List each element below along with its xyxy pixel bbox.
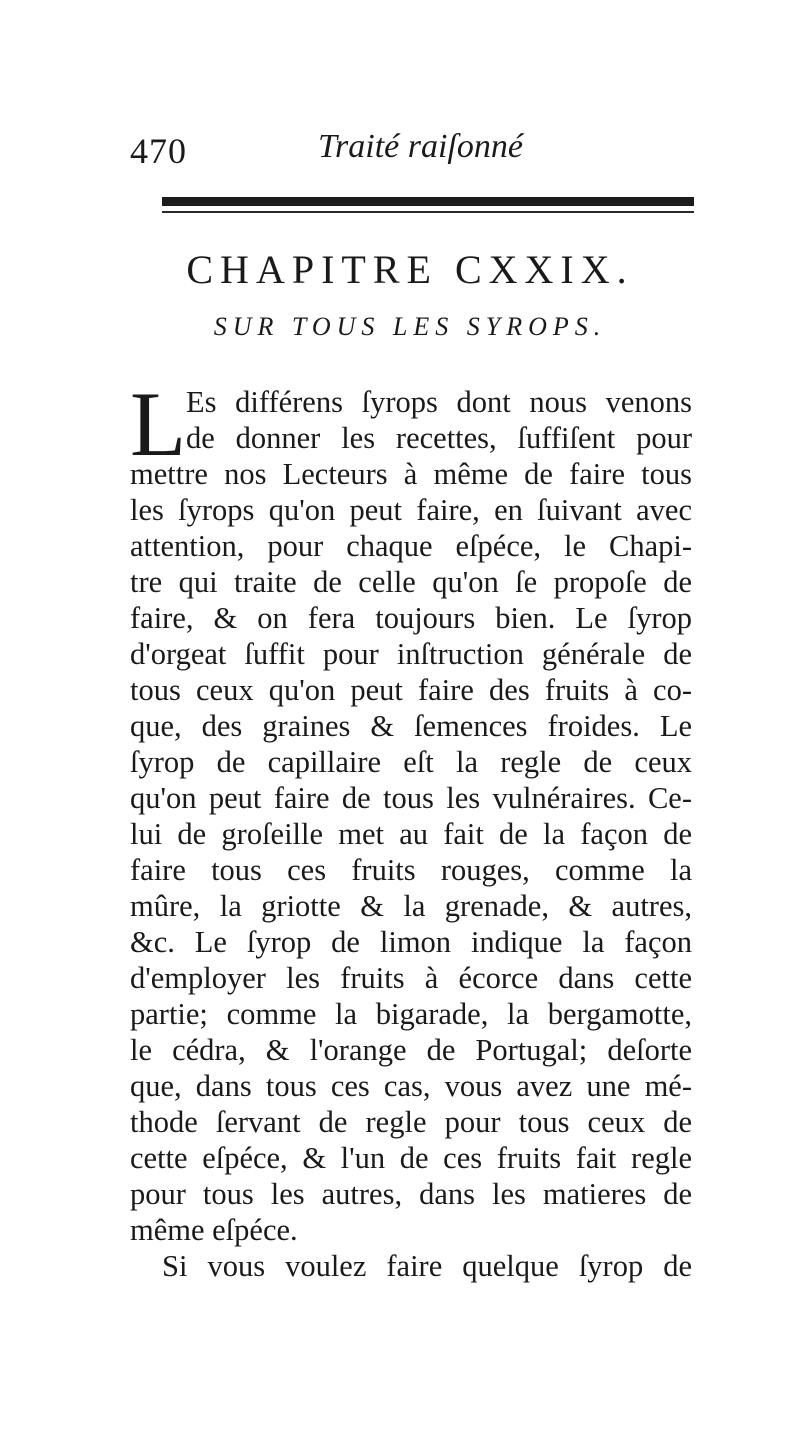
running-head <box>130 122 690 172</box>
text-line: partie; comme la bigarade, la bergamotte, <box>130 997 692 1031</box>
text-line: mûre, la griotte & la grenade, & autres, <box>130 889 692 923</box>
text-line: tre qui traite de celle qu'on ſe propoſe de <box>130 565 692 599</box>
page-number: 470 <box>130 131 187 171</box>
text-line: pour tous les autres, dans les matieres de <box>130 1177 692 1211</box>
text-line: mettre nos Lecteurs à même de faire tous <box>130 457 692 491</box>
text-line: thode ſervant de regle pour tous ceux de <box>130 1105 692 1139</box>
text-line: lui de groſeille met au fait de la façon de <box>130 817 692 851</box>
text-line: attention, pour chaque eſpéce, le Chapi- <box>130 529 692 563</box>
header-rule-thick <box>162 197 694 206</box>
text-line: cette eſpéce, & l'un de ces fruits fait regle <box>130 1141 692 1175</box>
text-line: le cédra, & l'orange de Portugal; deſorte <box>130 1033 692 1067</box>
text-line: de donner les recettes, ſuffiſent pour <box>186 421 692 455</box>
drop-cap: L <box>130 373 187 475</box>
text-line: Si vous voulez faire quelque ſyrop de <box>162 1249 692 1283</box>
text-line: que, des graines & ſemences froides. Le <box>130 709 692 743</box>
text-line: d'orgeat ſuffit pour inſtruction générale de <box>130 637 692 671</box>
text-line: d'employer les fruits à écorce dans cette <box>130 961 692 995</box>
chapter-subtitle: SUR TOUS LES SYROPS. <box>213 312 607 341</box>
text-line: Es différens ſyrops dont nous venons <box>186 385 692 419</box>
text-line: faire, & on fera toujours bien. Le ſyrop <box>130 601 692 635</box>
header-rule-thin <box>162 211 694 213</box>
text-line: tous ceux qu'on peut faire des fruits à co- <box>130 673 692 707</box>
text-line: ſyrop de capillaire eſt la regle de ceux <box>130 745 692 779</box>
text-line: &c. Le ſyrop de limon indique la façon <box>130 925 692 959</box>
text-line: les ſyrops qu'on peut faire, en ſuivant avec <box>130 493 692 527</box>
text-line: faire tous ces fruits rouges, comme la <box>130 853 692 887</box>
text-line: que, dans tous ces cas, vous avez une mé- <box>130 1069 692 1103</box>
text-line: qu'on peut faire de tous les vulnéraires. Ce- <box>130 781 692 815</box>
running-title: Traité raiſonné <box>318 128 523 165</box>
text-line: même eſpéce. <box>130 1213 298 1247</box>
chapter-heading: CHAPITRE CXXIX. <box>186 247 634 292</box>
